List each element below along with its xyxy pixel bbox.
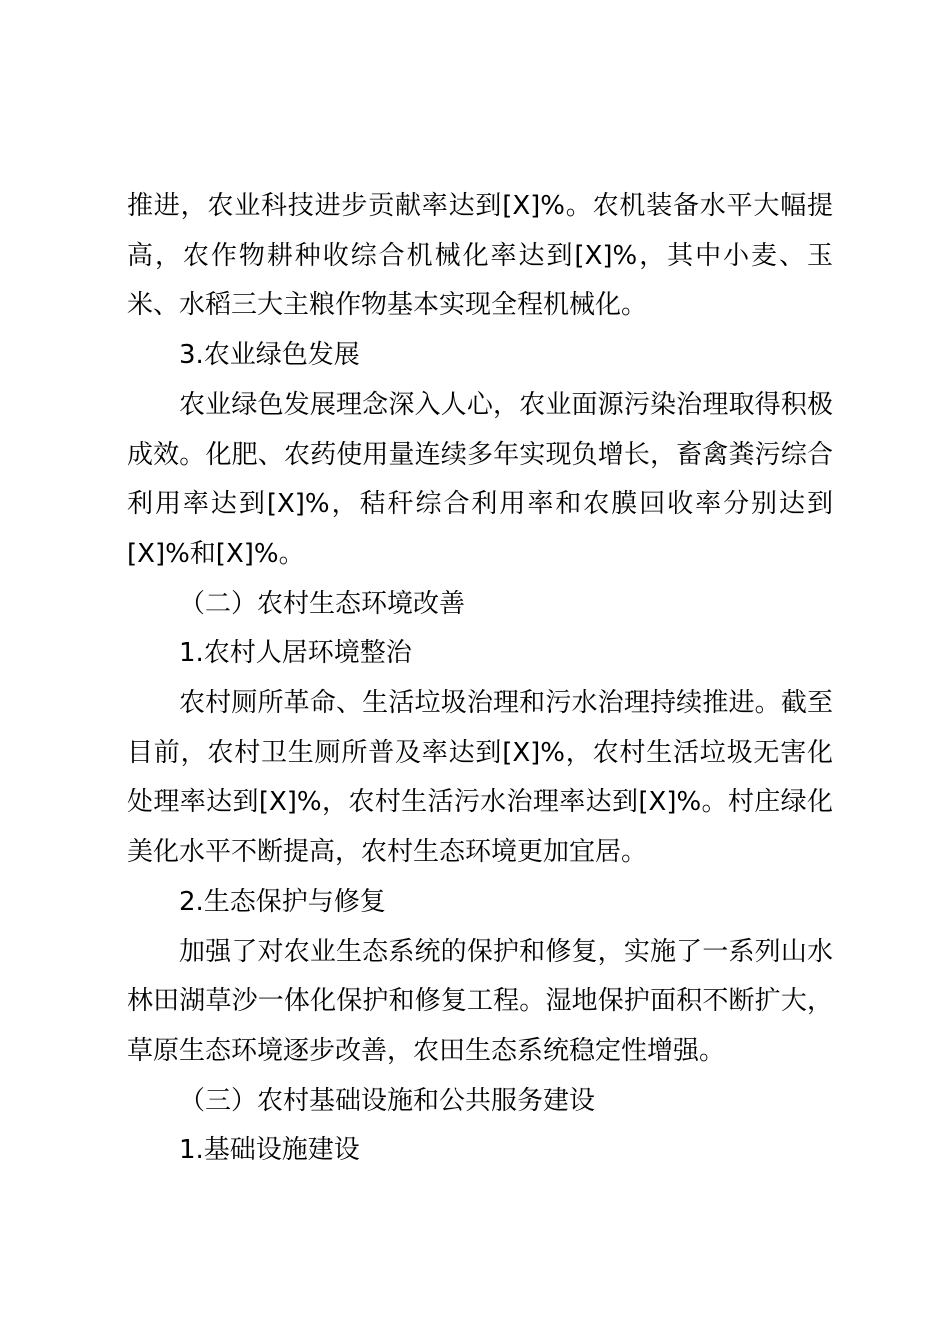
section-heading-eco-environment: （二）农村生态环境改善 — [179, 588, 466, 619]
document-body — [127, 182, 833, 1176]
subheading-green-development: 3.农业绿色发展 — [179, 340, 360, 371]
paragraph-tech-continued: 推进，农业科技进步贡献率达到[X]%。农机装备水平大幅提高，农作物耕种收综合机械化率达到[X]%，其中小麦、玉米、水稻三大主粮作物基本实现全程机械化。 — [127, 191, 833, 321]
subheading-infrastructure: 1.基础设施建设 — [179, 1135, 360, 1166]
subheading-eco-protection: 2.生态保护与修复 — [179, 886, 386, 917]
section-heading-infrastructure-services: （三）农村基础设施和公共服务建设 — [179, 1085, 596, 1116]
paragraph-living-environment: 农村厕所革命、生活垃圾治理和污水治理持续推进。截至目前，农村卫生厕所普及率达到[X]%，农村生活垃圾无害化处理率达到[X]%，农村生活污水治理率达到[X]%。村庄绿化美化水平不断提高，农村生态环境更加宜居。 — [127, 688, 833, 868]
paragraph-green-development: 农业绿色发展理念深入人心，农业面源污染治理取得积极成效。化肥、农药使用量连续多年实现负增长，畜禽粪污综合利用率达到[X]%，秸秆综合利用率和农膜回收率分别达到[X]%和[X]%。 — [127, 389, 833, 569]
paragraph-eco-protection: 加强了对农业生态系统的保护和修复，实施了一系列山水林田湖草沙一体化保护和修复工程。湿地保护面积不断扩大，草原生态环境逐步改善，农田生态系统稳定性增强。 — [127, 936, 833, 1066]
subheading-living-environment: 1.农村人居环境整治 — [179, 638, 412, 669]
